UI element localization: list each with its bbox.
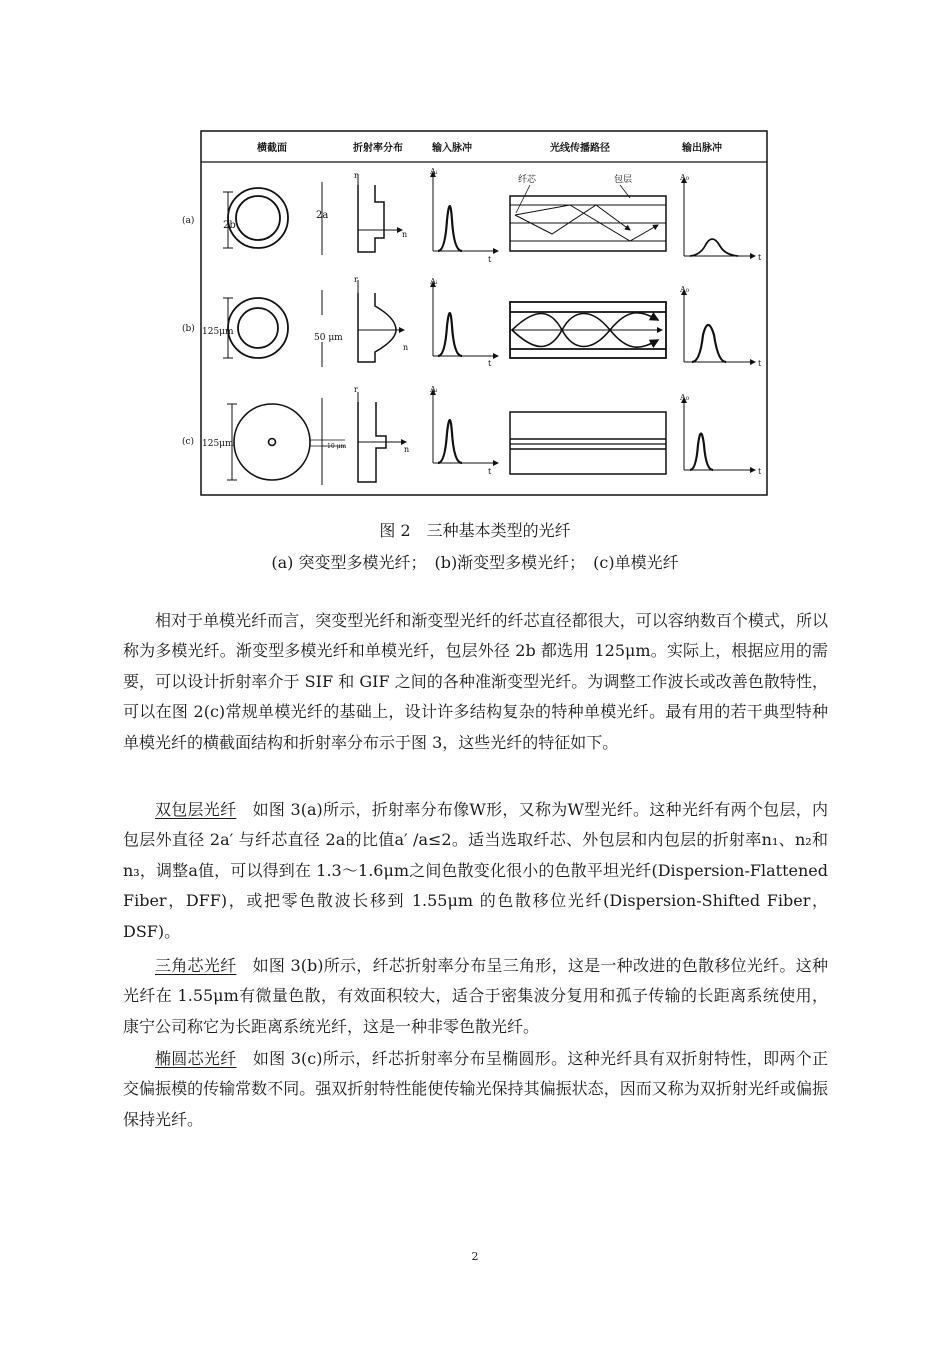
index-profile-a — [358, 174, 402, 252]
page-number: 2 — [471, 1250, 479, 1263]
axis-n-c: n — [404, 445, 410, 454]
term-elliptical-core: 椭圆芯光纤 — [155, 1049, 237, 1068]
row-b — [202, 275, 762, 368]
input-pulse-c — [433, 390, 498, 463]
cross-section-a — [223, 182, 328, 255]
paragraph-triangular-core — [123, 951, 828, 1042]
dim-label-125-c: 125μm — [202, 439, 234, 449]
paragraph-elliptical-core — [123, 1044, 828, 1135]
index-profile-c — [358, 392, 406, 482]
figure-caption-subtitle: (a) 突变型多模光纤； (b)渐变型多模光纤； (c)单模光纤 — [271, 553, 679, 572]
axis-ai-a: Aᵢ — [430, 167, 438, 176]
paragraph-double-clad — [123, 795, 828, 947]
label-core: 纤芯 — [518, 175, 537, 185]
axis-r-a: r — [354, 171, 358, 180]
header-output-pulse: 输出脉冲 — [682, 143, 722, 154]
axis-t-out-a: t — [758, 253, 762, 262]
dim-label-2a: 2a — [316, 210, 329, 221]
row-c — [202, 385, 762, 485]
header-ray-path: 光线传播路径 — [550, 143, 610, 154]
dim-label-50-b: 50 μm — [314, 333, 343, 343]
axis-n-a: n — [402, 230, 408, 239]
fiber-types-figure — [182, 130, 768, 496]
cross-section-c — [202, 398, 346, 485]
paragraph-elliptical-core-text: 如图 3(c)所示，纤芯折射率分布呈椭圆形。这种光纤具有双折射特性，即两个正交偏振模的传输常数不同。强双折射特性能使传输光保持其偏振状态，因而又称为双折射光纤或偏振保持光纤。 — [123, 1049, 828, 1129]
index-profile-b — [358, 280, 404, 362]
axis-t-out-c: t — [758, 467, 762, 476]
input-pulse-a — [433, 172, 498, 251]
axis-ai-b: Aᵢ — [430, 277, 438, 286]
cross-section-b — [202, 290, 343, 367]
row-a — [223, 167, 762, 264]
axis-t-out-b: t — [758, 359, 762, 368]
header-cross-section: 横截面 — [257, 143, 287, 154]
dim-label-2b: 2b — [223, 220, 236, 231]
term-triangular-core: 三角芯光纤 — [155, 956, 237, 975]
paragraph-triangular-core-text: 如图 3(b)所示，纤芯折射率分布呈三角形，这是一种改进的色散移位光纤。这种光纤在 1.55μm有微量色散，有效面积较大，适合于密集波分复用和孤子传输的长距离系统使用，康宁公司称它为长距离系统光纤，这是一种非零色散光纤。 — [123, 956, 828, 1036]
axis-t-in-c: t — [488, 467, 492, 476]
dim-label-125-b: 125μm — [202, 327, 234, 337]
figure-caption-title: 图 2 三种基本类型的光纤 — [379, 521, 571, 540]
paragraph-intro: 相对于单模光纤而言，突变型光纤和渐变型光纤的纤芯直径都很大，可以容纳数百个模式，所以称为多模光纤。渐变型多模光纤和单模光纤，包层外径 2b 都选用 125μm。实际上，根据应用的需要，可以设计折射率介于 SIF 和 GIF 之间的各种准渐变型光纤。为调整工作波长或改善色散特性，可以在图 2(c)常规单模光纤的基础上，设计许多结构复杂的特种单模光纤。最有用的若干典型特种单模光纤的横截面结构和折射率分布示于图 3，这些光纤的特征如下。 — [123, 611, 828, 752]
axis-ao-a: A₀ — [680, 173, 689, 182]
axis-ao-c: A₀ — [680, 393, 689, 402]
paragraph-double-clad-text: 如图 3(a)所示，折射率分布像W形，又称为W型光纤。这种光纤有两个包层，内包层外直径 2a′ 与纤芯直径 2a的比值a′ /a≤2。适当选取纤芯、外包层和内包层的折射率n₁、n₂和n₃，调整a值，可以得到在 1.3～1.6μm之间色散变化很小的色散平坦光纤(Dispersion-Flattened Fiber，DFF)，或把零色散波长移到 1.55μm 的色散移位光纤(Dispersion-Shifted Fiber，DSF)。 — [123, 800, 828, 941]
term-double-clad: 双包层光纤 — [155, 800, 237, 819]
row-label-c: (c) — [182, 437, 195, 447]
row-label-b: (b) — [182, 324, 195, 334]
output-pulse-b — [684, 290, 755, 362]
header-input-pulse: 输入脉冲 — [432, 143, 472, 154]
axis-n-b: n — [403, 343, 409, 352]
ray-path-b — [510, 302, 666, 358]
axis-t-in-b: t — [488, 359, 492, 368]
row-label-a: (a) — [182, 216, 195, 226]
axis-t-in-a: t — [488, 255, 492, 264]
ray-path-a — [510, 185, 666, 251]
output-pulse-c — [684, 398, 755, 470]
dim-label-10-c: ~10 μm — [322, 443, 347, 450]
output-pulse-a — [684, 178, 755, 256]
figure-frame — [201, 131, 767, 495]
axis-r-b: r — [354, 275, 358, 284]
ray-path-c — [510, 412, 666, 474]
axis-r-c: r — [354, 385, 358, 394]
input-pulse-b — [433, 282, 498, 356]
label-cladding: 包层 — [614, 175, 633, 185]
axis-ao-b: A₀ — [680, 285, 689, 294]
header-index-profile: 折射率分布 — [353, 143, 403, 154]
axis-ai-c: Aᵢ — [430, 385, 438, 394]
